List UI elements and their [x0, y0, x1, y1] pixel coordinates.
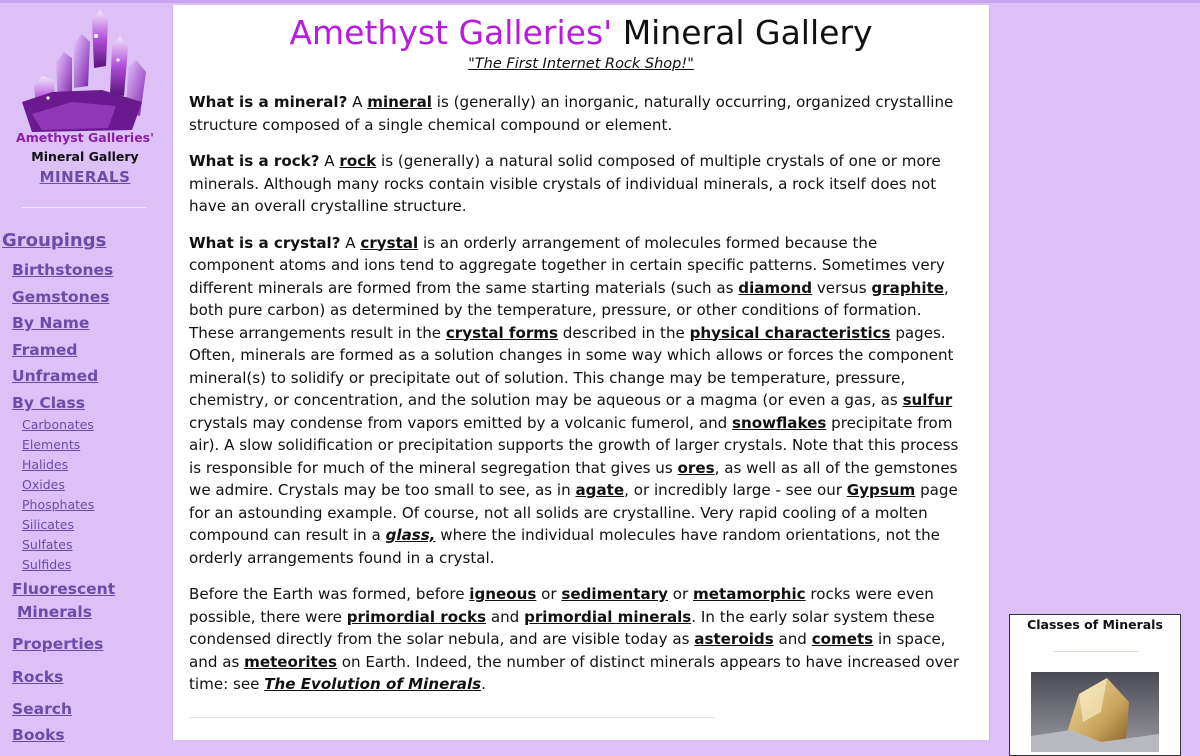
- content-divider: [189, 717, 715, 718]
- text: .: [481, 675, 486, 693]
- text: . In the early solar system these condensed directly from the solar nebula, and are visible today as: [189, 607, 935, 648]
- question-mineral: What is a mineral?: [189, 93, 348, 111]
- paragraph-primordial: [189, 583, 967, 696]
- link-mineral[interactable]: mineral: [367, 93, 432, 111]
- link-asteroids[interactable]: asteroids: [694, 630, 774, 648]
- classes-box-divider: [1054, 651, 1138, 652]
- sidebar-item-search[interactable]: Search: [12, 700, 73, 718]
- link-meteorites[interactable]: meteorites: [244, 652, 337, 671]
- text: A: [319, 152, 340, 170]
- sidebar-brand-subtitle: Mineral Gallery: [31, 149, 139, 164]
- link-crystal-forms[interactable]: crystal forms: [445, 323, 558, 342]
- sidebar-subitem-halides[interactable]: Halides: [22, 457, 69, 472]
- sidebar-subitem-silicates[interactable]: Silicates: [22, 517, 74, 532]
- text: is (generally) an inorganic, naturally occurring, organized crystalline structure composed of a single chemical compound or element.: [189, 93, 954, 134]
- link-ores[interactable]: ores: [677, 458, 715, 477]
- text: , as well as all of the gemstones we admire. Crystals may be too small to see, as in: [189, 458, 958, 499]
- text: is (generally) a natural solid composed of multiple crystals of one or more minerals. Although many rocks contain visible crystals of individual minerals, a rock itself does not have an overall crystalline structure.: [189, 152, 941, 215]
- link-diamond[interactable]: diamond: [738, 278, 813, 297]
- classes-box-title: Classes of Minerals: [1027, 617, 1163, 632]
- paragraph-mineral: [189, 91, 967, 136]
- link-primordial-minerals[interactable]: primordial minerals: [524, 607, 692, 626]
- text: and: [773, 630, 812, 648]
- mineral-specimen-photo[interactable]: [1031, 672, 1159, 752]
- text: A: [340, 233, 361, 252]
- link-snowflakes[interactable]: snowflakes: [732, 413, 827, 432]
- question-rock: What is a rock?: [189, 152, 320, 170]
- link-agate[interactable]: agate: [575, 481, 625, 499]
- sidebar-item-unframed[interactable]: Unframed: [12, 367, 99, 385]
- text: A: [347, 93, 368, 111]
- sidebar-divider: [22, 207, 146, 208]
- sidebar-item-gemstones[interactable]: Gemstones: [12, 288, 110, 306]
- article-body: [189, 91, 967, 710]
- sidebar-subitem-sulfates[interactable]: Sulfates: [22, 537, 73, 552]
- link-metamorphic[interactable]: metamorphic: [693, 585, 806, 603]
- text: precipitate from air). A slow solidification or precipitation supports the growth of larger crystals. Note that this process is responsible for much of the mineral segregation that gives us: [189, 413, 959, 477]
- sidebar-item-groupings[interactable]: Groupings: [2, 230, 107, 251]
- tagline-link[interactable]: "The First Internet Rock Shop!": [468, 56, 694, 72]
- paragraph-rock: [189, 150, 967, 218]
- page-title-brand: Amethyst Galleries': [289, 13, 613, 52]
- sidebar-item-properties[interactable]: Properties: [12, 635, 104, 653]
- page-subtitle: [173, 56, 989, 72]
- link-physical-characteristics[interactable]: physical characteristics: [689, 323, 891, 342]
- page-title-text: Mineral Gallery: [622, 13, 873, 52]
- sidebar-item-by-class[interactable]: By Class: [12, 394, 85, 412]
- text: on Earth. Indeed, the number of distinct minerals appears to have increased over time: see: [189, 652, 960, 693]
- main-content: [172, 5, 990, 740]
- sidebar-subitem-sulfides[interactable]: Sulfides: [22, 557, 72, 572]
- text: Before the Earth was formed, before: [189, 585, 470, 603]
- text: rocks were even possible, there were: [189, 585, 934, 626]
- sidebar-subitem-elements[interactable]: Elements: [22, 437, 81, 452]
- paragraph-crystal: [189, 232, 967, 570]
- sidebar-subitem-carbonates[interactable]: Carbonates: [22, 417, 94, 432]
- link-sulfur[interactable]: sulfur: [902, 391, 953, 409]
- sidebar-subitem-phosphates[interactable]: Phosphates: [22, 497, 95, 512]
- text: , or incredibly large - see our: [624, 481, 847, 499]
- sidebar-minerals-link[interactable]: MINERALS: [39, 168, 131, 186]
- top-border: [0, 0, 1200, 3]
- sidebar-item-fluorescent-minerals[interactable]: Minerals: [17, 603, 92, 621]
- sidebar-item-birthstones[interactable]: Birthstones: [12, 261, 114, 279]
- sidebar-subitem-oxides[interactable]: Oxides: [22, 477, 65, 492]
- sidebar-brand-name: Amethyst Galleries': [16, 130, 154, 145]
- sidebar-item-rocks[interactable]: Rocks: [12, 668, 64, 686]
- link-graphite[interactable]: graphite: [871, 278, 945, 297]
- question-crystal: What is a crystal?: [189, 233, 341, 252]
- link-gypsum[interactable]: Gypsum: [846, 481, 916, 499]
- link-igneous[interactable]: igneous: [469, 585, 537, 603]
- text: in space, and as: [189, 630, 946, 671]
- text: pages. Often, minerals are formed as a solution changes in some way which allows or forces the component mineral(s) to solidify or precipitate out of solution. This change may be temperature, pressure, chemistry, or concentration, and the solution may be aqueous or a magma (or even a gas, as: [189, 323, 954, 409]
- text: page for an astounding example. Of course, not all solids are crystalline. Very rapid cooling of a molten compound can result in a: [189, 481, 958, 544]
- text: where the individual molecules have random orientations, not the orderly arrangements found in a crystal.: [189, 526, 940, 567]
- text: or: [667, 585, 694, 603]
- sidebar-item-framed[interactable]: Framed: [12, 341, 78, 359]
- link-crystal[interactable]: crystal: [360, 233, 419, 252]
- sidebar: [0, 0, 170, 744]
- text: is an orderly arrangement of molecules formed because the component atoms and ions tend to aggregate together in certain specific patterns. Sometimes very different minerals are formed from the same starting materials (such as: [189, 233, 945, 297]
- link-rock[interactable]: rock: [339, 152, 377, 170]
- text: or: [536, 585, 562, 603]
- link-glass[interactable]: glass,: [385, 526, 436, 544]
- link-comets[interactable]: comets: [811, 630, 874, 648]
- text: and: [486, 607, 525, 626]
- page-title: [173, 13, 989, 52]
- sidebar-item-books[interactable]: Books: [12, 726, 65, 744]
- text: crystals may condense from vapors emitted by a volcanic fumerol, and: [189, 413, 733, 432]
- text: described in the: [558, 323, 690, 342]
- amethyst-crystal-logo[interactable]: [12, 6, 152, 136]
- sidebar-item-by-name[interactable]: By Name: [12, 314, 90, 332]
- text: , both pure carbon) as determined by the temperature, pressure, or other conditions of formation. These arrangements result in the: [189, 278, 949, 342]
- classes-of-minerals-box: [1009, 614, 1181, 756]
- link-evolution-of-minerals[interactable]: The Evolution of Minerals: [264, 675, 482, 693]
- text: versus: [812, 278, 872, 297]
- link-primordial-rocks[interactable]: primordial rocks: [346, 607, 487, 626]
- sidebar-item-fluorescent[interactable]: Fluorescent: [12, 580, 116, 598]
- link-sedimentary[interactable]: sedimentary: [561, 585, 668, 603]
